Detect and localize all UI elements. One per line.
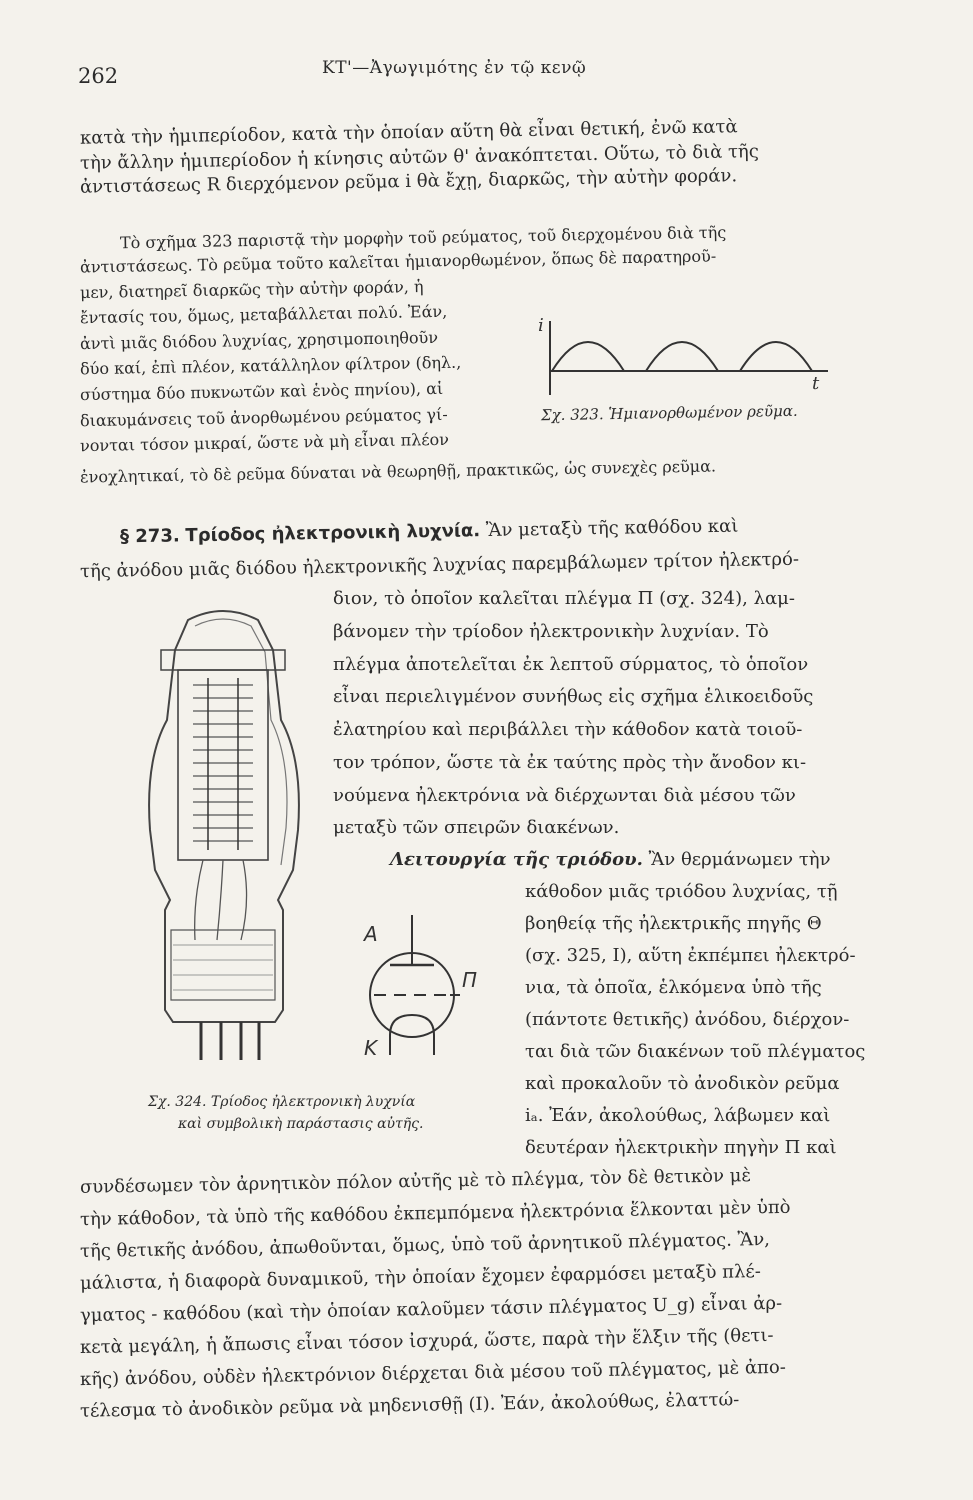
- text-line: διον, τὸ ὁποῖον καλεῖται πλέγμα Π (σχ. 324), λαμ-: [333, 588, 795, 609]
- text-line: ἀντιστάσεως R διερχόμενον ρεῦμα i θὰ ἔχῃ, διαρκῶς, τὴν αὐτὴν φοράν.: [79, 165, 738, 198]
- text-line: σύστημα δύο πυκνωτῶν καὶ ἑνὸς πηνίου), αἱ: [79, 378, 444, 405]
- text-line: δύο καί, ἐπὶ πλέον, κατάλληλον φίλτρον (δηλ.,: [79, 352, 462, 379]
- half-wave-curve: [552, 342, 812, 371]
- base-hatching: [173, 945, 273, 990]
- text-line: τον τρόπον, ὥστε τὰ ἐκ ταύτης πρὸς τὴν ἄνοδον κι-: [333, 752, 807, 773]
- text-line: νονται τόσον μικραί, ὥστε νὰ μὴ εἶναι πλέον: [79, 429, 450, 456]
- text-line: iₐ. Ἐάν, ἀκολούθως, λάβωμεν καὶ: [525, 1105, 831, 1126]
- text-line: κατὰ τὴν ἡμιπερίοδον, κατὰ τὴν ὁποίαν αὕτη θὰ εἶναι θετική, ἐνῶ κατὰ: [79, 116, 738, 149]
- text-line: τὴν κάθοδον, τὰ ὑπὸ τῆς καθόδου ἐκπεμπόμενα ἠλεκτρόνια ἕλκονται μὲν ὑπὸ: [79, 1196, 791, 1231]
- text-line: νια, τὰ ὁποῖα, ἑλκόμενα ὑπὸ τῆς: [525, 977, 822, 998]
- text-line: γματος - καθόδου (καὶ τὴν ὁποίαν καλοῦμεν τάσιν πλέγματος U_g) εἶναι ἀρ-: [79, 1292, 783, 1327]
- text-line: τὴν ἄλλην ἡμιπερίοδον ἡ κίνησις αὐτῶν θ' ἀνακόπτεται. Οὕτω, τὸ διὰ τῆς: [79, 141, 760, 174]
- text-line: καὶ προκαλοῦν τὸ ἀνοδικὸν ρεῦμα: [525, 1073, 840, 1094]
- lead-wires: [195, 860, 247, 940]
- text-line: βάνομεν τὴν τρίοδον ἠλεκτρονικὴν λυχνίαν. Τὸ: [333, 621, 769, 642]
- text-line: μεν, διατηρεῖ διαρκῶς τὴν αὐτὴν φοράν, ἡ: [79, 277, 424, 302]
- text-line: Τὸ σχῆμα 323 παριστᾷ τὴν μορφὴν τοῦ ρεύματος, τοῦ διερχομένου διὰ τῆς: [119, 222, 727, 253]
- operation-text: Ἂν θερμάνωμεν τὴν: [648, 849, 831, 870]
- axis-label-t: t: [812, 373, 820, 394]
- text-line: δευτέραν ἠλεκτρικὴν πηγὴν Π καὶ: [525, 1137, 837, 1158]
- text-line: τῆς θετικῆς ἀνόδου, ἀπωθοῦνται, ὅμως, ὑπὸ τοῦ ἀρνητικοῦ πλέγματος. Ἂν,: [79, 1228, 771, 1263]
- text-line: τέλεσμα τὸ ἀνοδικὸν ρεῦμα νὰ μηδενισθῇ (Ι). Ἐάν, ἀκολούθως, ἐλαττώ-: [79, 1389, 740, 1422]
- grid-helix: [193, 685, 253, 841]
- text-line: τῆς ἀνόδου μιᾶς διόδου ἠλεκτρονικῆς λυχνίας παρεμβάλωμεν τρίτον ἠλεκτρό-: [79, 548, 800, 583]
- subheading-line: [390, 848, 831, 872]
- fig324-caption-line2: καὶ συμβολικὴ παράστασις αὐτῆς.: [178, 1116, 424, 1132]
- fig323-graph: [538, 317, 838, 397]
- text-line: ἀντιστάσεως. Τὸ ρεῦμα τοῦτο καλεῖται ἡμιανορθωμένον, ὅπως δὲ παρατηροῦ-: [79, 246, 717, 277]
- text-line: ται διὰ τῶν διακένων τοῦ πλέγματος: [525, 1041, 866, 1062]
- anode-label: A: [364, 922, 378, 946]
- tube-pins: [201, 1022, 259, 1060]
- operation-heading: Λειτουργία τῆς τριόδου.: [390, 849, 643, 870]
- text-line: μεταξὺ τῶν σπειρῶν διακένων.: [333, 817, 620, 838]
- text-line: συνδέσωμεν τὸν ἀρνητικὸν πόλον αὐτῆς μὲ τὸ πλέγμα, τὸν δὲ θετικὸν μὲ: [79, 1165, 752, 1198]
- triode-tube-drawing: [133, 600, 313, 1080]
- text-line: κετὰ μεγάλη, ἡ ἄπωσις εἶναι τόσον ἰσχυρά, ὥστε, παρὰ τὴν ἕλξιν τῆς (θετι-: [79, 1324, 774, 1359]
- text-line: πλέγμα ἀποτελεῖται ἐκ λεπτοῦ σύρματος, τὸ ὁποῖον: [333, 654, 809, 675]
- text-line: εἶναι περιελιγμένον συνήθως εἰς σχῆμα ἑλικοειδοῦς: [333, 686, 814, 707]
- section-heading-line: [120, 515, 739, 550]
- text-line: ἀντὶ μιᾶς διόδου λυχνίας, χρησιμοποιηθοῦν: [79, 327, 439, 354]
- text-line: μάλιστα, ἡ διαφορὰ δυναμικοῦ, τὴν ὁποίαν ἔχομεν ἐφαρμόσει μεταξὺ πλέ-: [79, 1261, 762, 1294]
- section-number: § 273.: [119, 525, 180, 548]
- text-line: ἐλατηρίου καὶ περιβάλλει τὴν κάθοδον κατὰ τοιοῦ-: [333, 719, 803, 740]
- triode-symbol: [360, 915, 480, 1065]
- text-line: ἔντασίς του, ὅμως, μεταβάλλεται πολύ. Ἐάν,: [79, 301, 448, 328]
- fig323-caption: Σχ. 323. Ἡμιανορθωμένον ρεῦμα.: [540, 401, 798, 425]
- text-line: κάθοδον μιᾶς τριόδου λυχνίας, τῇ: [525, 881, 838, 902]
- grid-label: Π: [462, 968, 478, 992]
- text-line: κῆς) ἀνόδου, οὐδὲν ἠλεκτρόνιον διέρχεται διὰ μέσου τοῦ πλέγματος, μὲ ἀπο-: [79, 1356, 787, 1391]
- section-title: Τρίοδος ἠλεκτρονικὴ λυχνία.: [185, 520, 481, 547]
- section-text: Ἂν μεταξὺ τῆς καθόδου καὶ: [485, 515, 739, 542]
- running-title: ΚΤ'—Ἀγωγιμότης ἐν τῷ κενῷ: [322, 58, 587, 78]
- text-line: ἐνοχλητικαί, τὸ δὲ ρεῦμα δύναται νὰ θεωρηθῇ, πρακτικῶς, ὡς συνεχὲς ρεῦμα.: [79, 456, 717, 487]
- text-line: (σχ. 325, Ι), αὕτη ἐκπέμπει ἠλεκτρό-: [525, 945, 856, 966]
- cathode-filament: [208, 678, 238, 850]
- cathode-symbol: [390, 1015, 434, 1035]
- text-line: (πάντοτε θετικῆς) ἀνόδου, διέρχον-: [525, 1009, 850, 1030]
- fig324-caption-line1: Σχ. 324. Τρίοδος ἠλεκτρονικὴ λυχνία: [148, 1094, 416, 1110]
- text-line: νούμενα ἠλεκτρόνια νὰ διέρχωνται διὰ μέσου τῶν: [333, 785, 796, 806]
- text-line: βοηθείᾳ τῆς ἠλεκτρικῆς πηγῆς Θ: [525, 913, 822, 934]
- text-line: διακυμάνσεις τοῦ ἀνορθωμένου ρεύματος γί-: [79, 404, 448, 431]
- page-number: 262: [78, 64, 119, 88]
- cathode-label: K: [364, 1036, 378, 1060]
- axis-label-i: i: [538, 315, 544, 336]
